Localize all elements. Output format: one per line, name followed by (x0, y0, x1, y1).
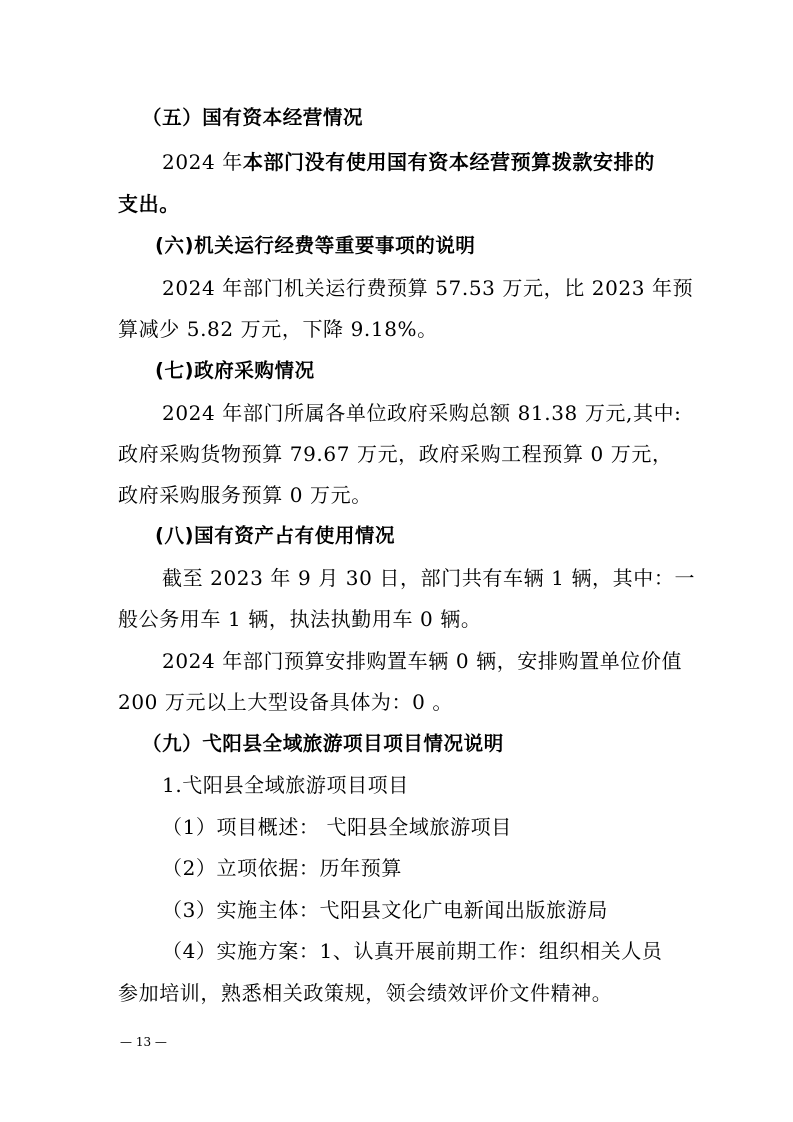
paragraph-bold-text: 本部门没有使用国有资本经营预算拨款安排的 (242, 150, 655, 174)
page-number: — 13 — (120, 1035, 167, 1049)
paragraph-line: 般公务用车 1 辆，执法执勤用车 0 辆。 (118, 607, 482, 631)
paragraph-line: 截至 2023 年 9 月 30 日，部门共有车辆 1 辆，其中：一 (162, 566, 696, 590)
paragraph-line: 2024 年部门机关运行费预算 57.53 万元，比 2023 年预 (162, 276, 694, 300)
paragraph-line: 支出。 (118, 192, 180, 216)
paragraph-line: （4）实施方案：1、认真开展前期工作：组织相关人员 (162, 939, 663, 963)
paragraph-line: （3）实施主体：弋阳县文化广电新闻出版旅游局 (162, 898, 608, 922)
paragraph-line: 2024 年部门所属各单位政府采购总额 81.38 万元,其中: (162, 401, 682, 425)
paragraph-line: 1.弋阳县全域旅游项目项目 (162, 773, 409, 797)
paragraph-text: 2024 年 (162, 150, 243, 174)
paragraph-line: 算减少 5.82 万元，下降 9.18%。 (118, 317, 438, 341)
paragraph-line: 200 万元以上大型设备具体为：0 。 (118, 690, 454, 714)
section-heading-seven: (七)政府采购情况 (155, 359, 315, 382)
section-heading-eight: (八)国有资产占有使用情况 (155, 524, 396, 547)
paragraph-line: 政府采购服务预算 0 万元。 (118, 483, 372, 507)
paragraph-line: 政府采购货物预算 79.67 万元，政府采购工程预算 0 万元， (118, 442, 673, 466)
section-heading-nine: （九）弋阳县全域旅游项目项目情况说明 (142, 732, 504, 755)
section-heading-five: （五）国有资本经营情况 (142, 106, 364, 129)
section-heading-six: (六)机关运行经费等重要事项的说明 (155, 234, 476, 257)
paragraph-line (162, 149, 655, 175)
paragraph-line: 参加培训，熟悉相关政策规，领会绩效评价文件精神。 (118, 981, 613, 1005)
paragraph-line: （1）项目概述： 弋阳县全域旅游项目 (162, 815, 512, 839)
paragraph-line: 2024 年部门预算安排购置车辆 0 辆，安排购置单位价值 (162, 649, 683, 673)
paragraph-line: （2）立项依据：历年预算 (162, 856, 402, 880)
